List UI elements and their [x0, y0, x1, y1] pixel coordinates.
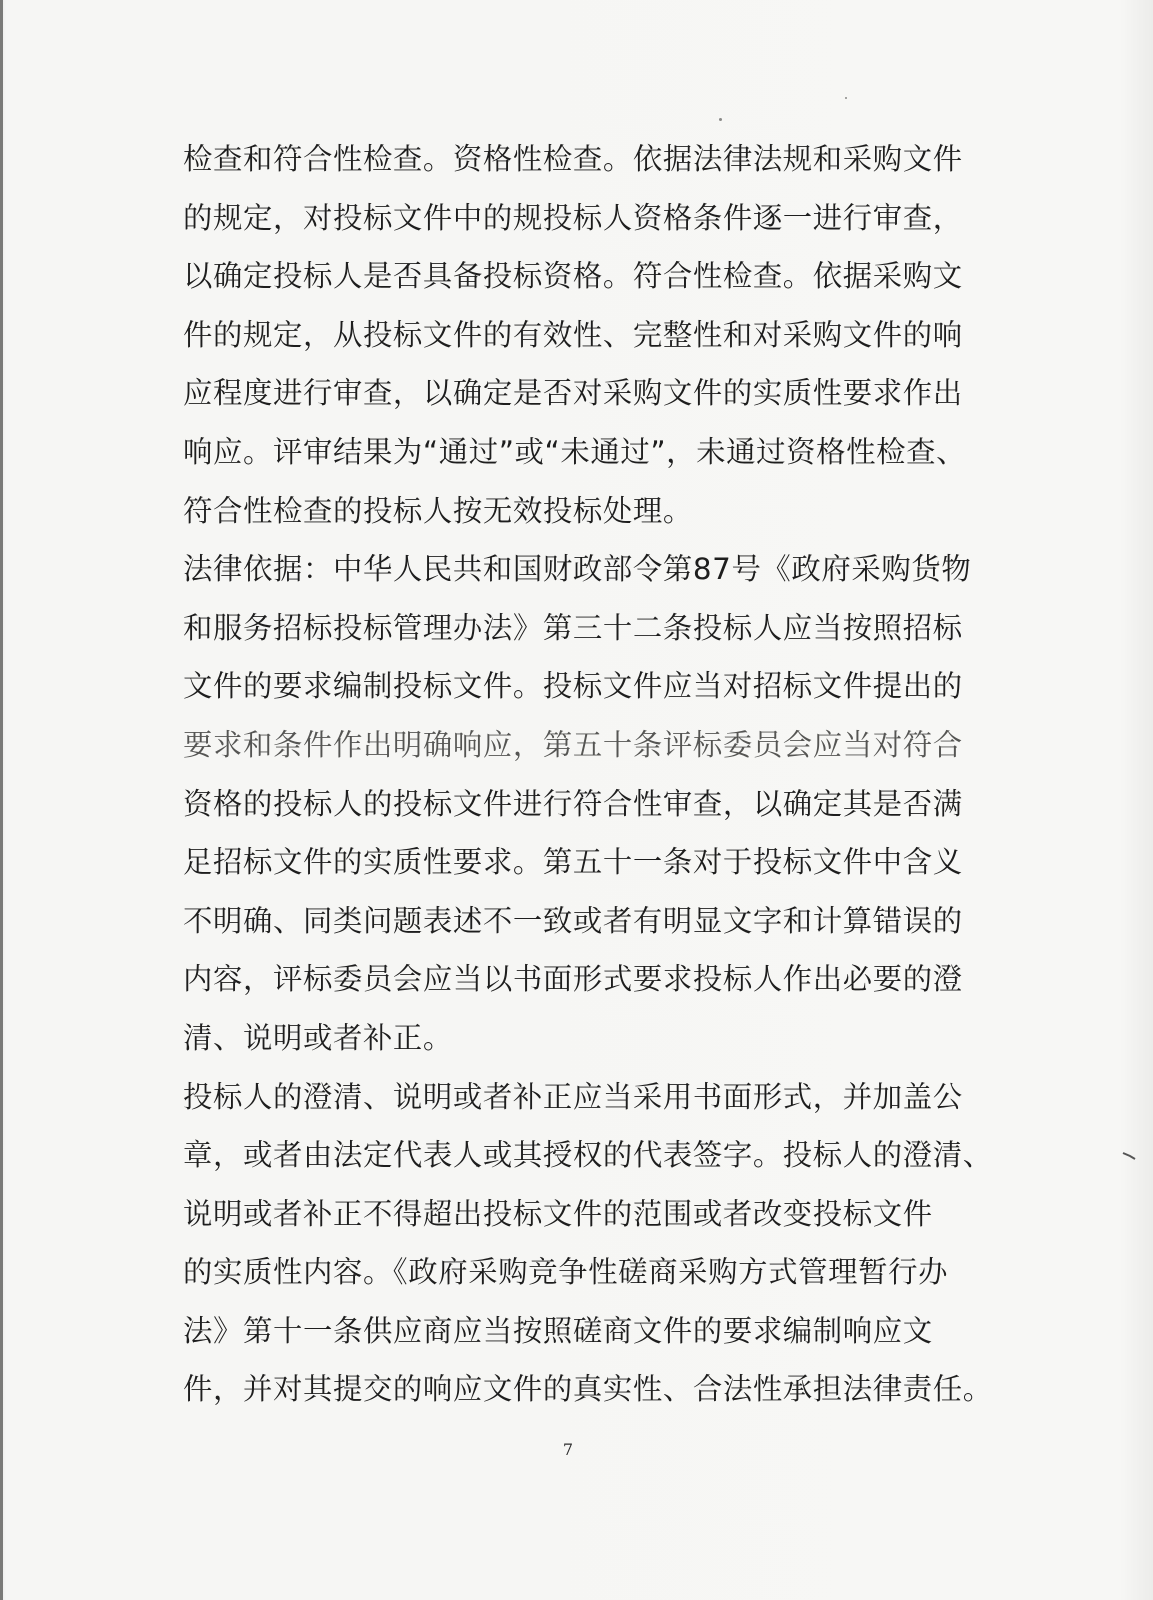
text-line: 应程度进行审查，以确定是否对采购文件的实质性要求作出 — [183, 376, 963, 411]
scan-left-edge — [0, 0, 3, 1600]
document-body — [183, 130, 993, 1419]
text-line: 内容，评标委员会应当以书面形式要求投标人作出必要的澄 — [183, 962, 963, 997]
text-line: 以确定投标人是否具备投标资格。符合性检查。依据采购文 — [183, 259, 963, 294]
text-line: 响应。评审结果为“通过”或“未通过”，未通过资格性检查、 — [183, 434, 967, 469]
text-line: 资格的投标人的投标文件进行符合性审查，以确定其是否满 — [183, 786, 963, 821]
text-line: 的规定，对投标文件中的规投标人资格条件逐一进行审查， — [183, 200, 963, 235]
text-line: 法律依据：中华人民共和国财政部令第87号《政府采购货物 — [183, 552, 972, 587]
text-line: 文件的要求编制投标文件。投标文件应当对招标文件提出的 — [183, 669, 963, 704]
text-line: 不明确、同类问题表述不一致或者有明显文字和计算错误的 — [183, 903, 963, 938]
text-line: 说明或者补正不得超出投标文件的范围或者改变投标文件 — [183, 1196, 933, 1231]
text-line: 符合性检查的投标人按无效投标处理。 — [183, 493, 693, 528]
scan-speck — [719, 118, 722, 121]
text-line: 清、说明或者补正。 — [183, 1020, 453, 1055]
text-line: 检查和符合性检查。资格性检查。依据法律法规和采购文件 — [183, 142, 963, 176]
text-line: 件，并对其提交的响应文件的真实性、合法性承担法律责任。 — [183, 1372, 993, 1407]
text-line: 法》第十一条供应商应当按照磋商文件的要求编制响应文 — [183, 1313, 933, 1348]
text-line: 投标人的澄清、说明或者补正应当采用书面形式，并加盖公 — [183, 1079, 963, 1114]
text-line: 的实质性内容。《政府采购竞争性磋商采购方式管理暂行办 — [183, 1255, 949, 1290]
staple-mark-icon — [1122, 1152, 1136, 1160]
text-line: 要求和条件作出明确响应，第五十条评标委员会应当对符合 — [183, 727, 963, 762]
text-line: 和服务招标投标管理办法》第三十二条投标人应当按照招标 — [183, 610, 963, 645]
page-number: 7 — [562, 1440, 574, 1459]
text-line: 件的规定，从投标文件的有效性、完整性和对采购文件的响 — [183, 317, 963, 352]
text-line: 足招标文件的实质性要求。第五十一条对于投标文件中含义 — [183, 845, 963, 880]
scan-speck — [845, 97, 847, 99]
text-line: 章，或者由法定代表人或其授权的代表签字。投标人的澄清、 — [183, 1138, 993, 1173]
